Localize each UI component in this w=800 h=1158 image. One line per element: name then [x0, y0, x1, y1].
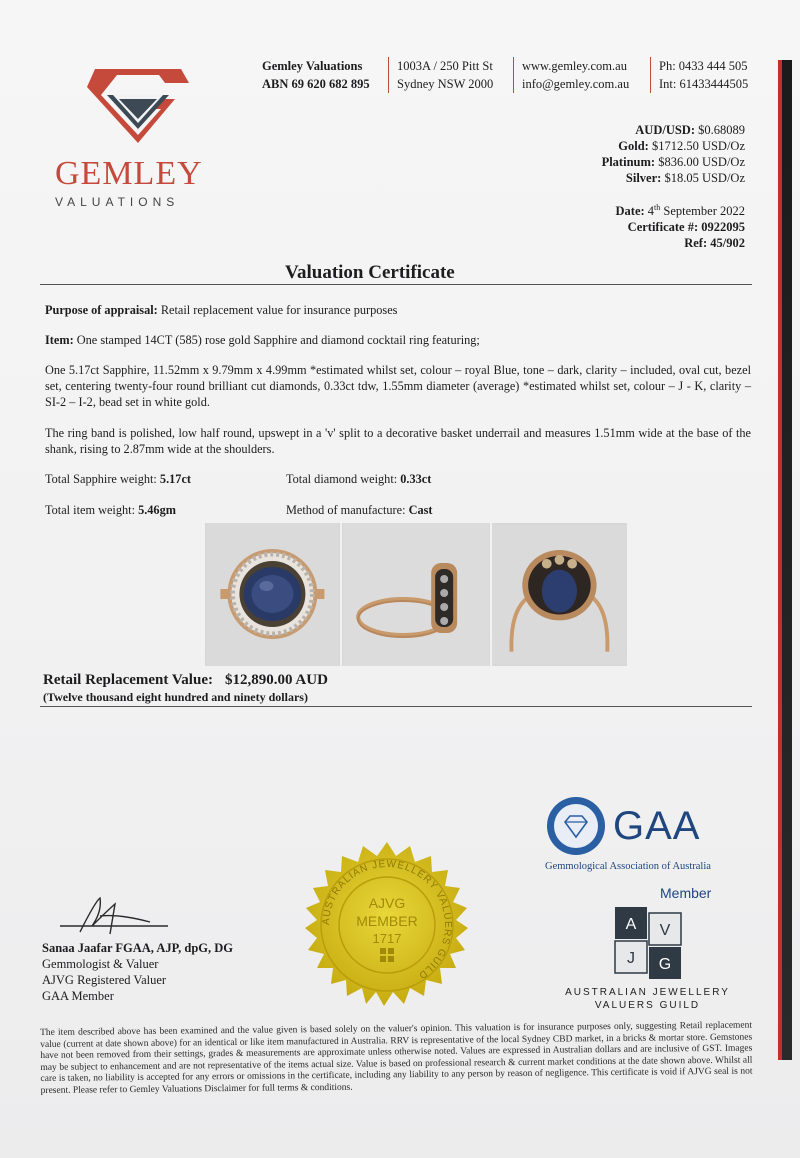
sapphire-weight: [45, 472, 191, 487]
ajvg-name: [560, 986, 735, 1012]
certificate-title: Valuation Certificate: [285, 262, 455, 283]
item-text: One stamped 14CT (585) rose gold Sapphire and diamond cocktail ring featuring;: [76, 333, 480, 347]
manufacture-method: [286, 503, 433, 518]
seal-line-3: 1717: [372, 931, 402, 946]
metal-rates: [602, 122, 745, 186]
date-label: Date:: [615, 204, 645, 219]
email-link[interactable]: info@gemley.com.au: [522, 77, 630, 91]
ring-photo-back: [492, 523, 627, 666]
ring-photos: [205, 523, 627, 666]
signatory-block: [42, 940, 233, 1004]
signatory-role-1: Gemmologist & Valuer: [42, 957, 159, 971]
item-weight: [45, 503, 176, 518]
gaa-wordmark: GAA: [613, 803, 701, 848]
signatory-name: Sanaa Jaafar FGAA, AJP, dpG, DG: [42, 941, 234, 955]
sapphire-weight-value: 5.17ct: [159, 472, 191, 486]
ajvg-letter-a: A: [625, 916, 637, 933]
date-suffix: th: [654, 203, 661, 212]
aud-label: AUD/USD:: [635, 123, 695, 137]
silver-label: Silver:: [625, 171, 662, 185]
purpose-line: [45, 302, 751, 318]
item-line: [45, 332, 751, 348]
gemley-logo: [55, 65, 235, 209]
title-rule: [40, 284, 752, 285]
seal-ring-text: AUSTRALIAN JEWELLERY VALUERS GUILD: [320, 858, 454, 982]
gaa-member-label: Member: [660, 885, 712, 901]
certificate-meta: [616, 200, 745, 251]
rrv-amount: $12,890.00 AUD: [224, 672, 328, 688]
brand-name: GEMLEY: [55, 155, 203, 192]
gem-logo-icon: [83, 65, 193, 147]
seal-line-1: AJVG: [368, 895, 406, 911]
website-link[interactable]: www.gemley.com.au: [522, 59, 627, 73]
company-block: [262, 57, 370, 93]
gaa-full-name: Gemmological Association of Australia: [545, 861, 711, 872]
disclaimer-text: The item described above has been examined and the value given is based solely on the valuer's opinion. This valuation is for insurance purposes only, suggesting Retail replacement value (current at date shown above) for an identical or like item manufactured in Australia. RRV is representative of the local Sydney CBD market, in a bricks & mortar store. Gemstones have not been removed from their settings, grades & measurements are approximate unless otherwise noted. Values are expressed in Australian dollars and are inclusive of GST. Images may be subject to enhancement and are not representative of the items actual size. Value is based on professional research & current market conditions at the date shown above. Whilst all care is taken, no liability is accepted for any errors or omissions in the certificate, including any liability to any person by reason of negligence. This certificate is void if AJVG seal is not present. Please refer to Gemley Valuations Disclaimer for full terms & conditions.: [40, 1020, 753, 1096]
retail-replacement-value: [43, 672, 328, 689]
band-description: The ring band is polished, low half round, upswept in a 'v' split to a decorative basket underrail and measures 1.51mm wide at the base of the shank, rising to 2.87mm wide at the shoulders.: [45, 426, 751, 456]
rrv-rule: [40, 706, 752, 707]
gold-label: Gold:: [618, 139, 649, 153]
ajvg-letter-v: V: [659, 922, 671, 939]
item-weight-label: Total item weight:: [45, 503, 135, 517]
company-name: Gemley Valuations: [262, 59, 363, 73]
purpose-label: Purpose of appraisal:: [45, 303, 158, 317]
platinum-label: Platinum:: [601, 155, 656, 169]
method-value: Cast: [408, 503, 433, 517]
platinum-value: $836.00 USD/Oz: [658, 155, 745, 169]
web-block: [513, 57, 629, 93]
item-weight-value: 5.46gm: [138, 503, 176, 517]
gaa-emblem-icon: [545, 795, 607, 857]
diamond-weight-label: Total diamond weight:: [286, 472, 398, 486]
silver-value: $18.05 USD/Oz: [664, 171, 745, 185]
signatory-role-2: AJVG Registered Valuer: [42, 973, 167, 987]
ring-photo-top: [205, 523, 340, 666]
seal-line-2: MEMBER: [356, 913, 418, 929]
company-abn: ABN 69 620 682 895: [262, 77, 370, 91]
aud-value: $0.68089: [698, 123, 745, 137]
cert-label: Certificate #:: [627, 220, 699, 235]
diamond-weight-value: 0.33ct: [400, 472, 432, 486]
stone-description: One 5.17ct Sapphire, 11.52mm x 9.79mm x 4.99mm *estimated whilst set, colour – royal Blue, tone – dark, clarity – included, oval cut, bezel set, centering twenty-four round brilliant cut diamonds, 0.33ct tdw, 1.55mm diameter (average) *estimated whilst set, colour – J - K, clarity – SI-2 – I-2, bead set in white gold.: [45, 363, 751, 409]
date-day: 4: [647, 204, 655, 219]
ref-label: Ref:: [684, 236, 708, 251]
ajvg-logo: [613, 905, 685, 981]
address-line1: 1003A / 250 Pitt St: [397, 59, 493, 73]
cert-value: 0922095: [701, 220, 745, 235]
binder-strip: [778, 60, 792, 1060]
purpose-text: Retail replacement value for insurance purposes: [160, 303, 398, 317]
rrv-words: (Twelve thousand eight hundred and ninety dollars): [43, 690, 308, 704]
binder-red-line: [778, 60, 782, 1060]
signature-mark: [40, 892, 180, 945]
signatory-role-3: GAA Member: [42, 989, 114, 1003]
ajvg-letter-j: J: [627, 950, 635, 967]
phone-block: [650, 57, 748, 93]
address-block: [388, 57, 493, 93]
rrv-label: Retail Replacement Value:: [43, 672, 213, 688]
item-label: Item:: [45, 333, 74, 347]
brand-subtitle: VALUATIONS: [55, 195, 180, 209]
method-label: Method of manufacture:: [286, 503, 406, 517]
ajvg-letter-g: G: [658, 956, 672, 973]
gaa-logo: [545, 795, 735, 872]
sapphire-weight-label: Total Sapphire weight:: [45, 472, 157, 486]
ref-value: 45/902: [710, 236, 745, 251]
ajvg-name-line1: AUSTRALIAN JEWELLERY: [565, 987, 730, 998]
phone-number: Ph: 0433 444 505: [659, 59, 748, 73]
ring-photo-side: [342, 523, 490, 666]
address-line2: Sydney NSW 2000: [397, 77, 494, 91]
date-rest: September 2022: [663, 204, 745, 219]
ajvg-gold-seal: [302, 840, 472, 1010]
ajvg-name-line2: VALUERS GUILD: [594, 1000, 701, 1011]
gold-value: $1712.50 USD/Oz: [651, 139, 745, 153]
intl-number: Int: 61433444505: [659, 77, 749, 91]
diamond-weight: [286, 472, 431, 487]
